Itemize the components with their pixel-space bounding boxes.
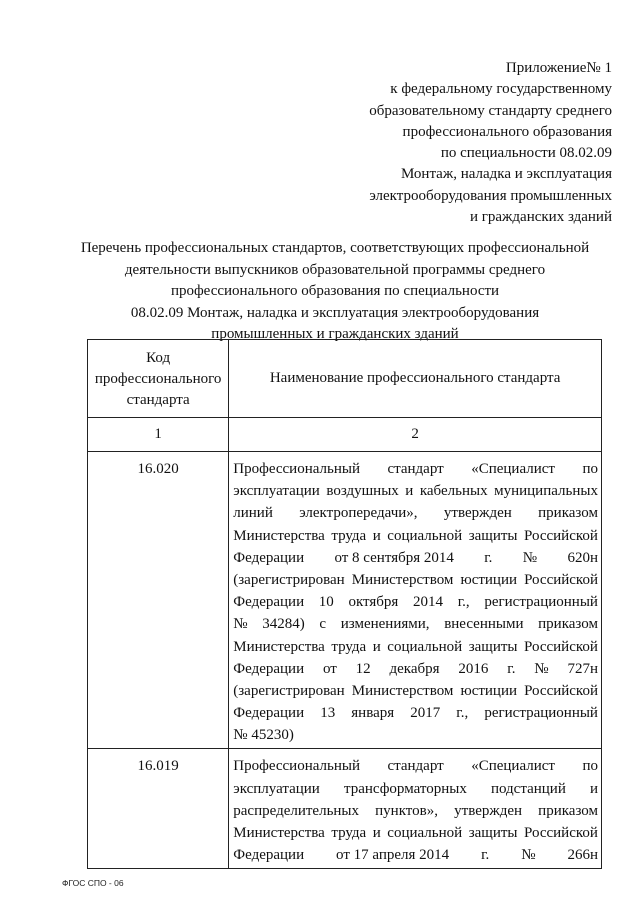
description-word: г.	[484, 549, 493, 566]
description-word: г.	[481, 847, 490, 864]
description-word: 13	[320, 705, 336, 722]
description-word: утвержден	[443, 505, 512, 522]
description-line	[233, 844, 598, 866]
table-row	[88, 452, 602, 749]
description-word: (зарегистрирован	[233, 571, 345, 588]
description-line	[233, 702, 598, 724]
description-word: защиты	[468, 638, 518, 655]
description-word: утвержден	[454, 802, 523, 819]
description-line	[233, 458, 598, 480]
appendix-line: Монтаж, наладка и эксплуатация	[400, 166, 612, 183]
standards-table	[87, 339, 602, 869]
table-row	[88, 749, 602, 869]
header-code-line: профессионального	[94, 371, 222, 387]
description-word: №	[233, 616, 248, 633]
header-code-cell	[88, 340, 229, 418]
description-word: Министерства	[233, 825, 325, 841]
description-word: социальной	[387, 825, 463, 841]
description-word: декабря	[389, 660, 440, 677]
description-word: воздушных	[326, 483, 399, 500]
title-line: деятельности выпускников образовательной программы среднего	[124, 261, 546, 278]
description-line	[233, 547, 598, 569]
description-word: 727н	[567, 660, 598, 677]
description-line	[233, 636, 598, 658]
description-word: 2014	[413, 594, 444, 611]
description-word: изменениями,	[340, 616, 430, 633]
description-word: приказом	[538, 616, 598, 633]
description-word: 2017	[410, 705, 441, 722]
description-word: Министерством	[351, 682, 454, 699]
appendix-line: профессионального образования	[402, 123, 612, 140]
description-word: «Специалист	[471, 461, 555, 477]
description-line	[233, 525, 598, 547]
description-word: Министерством	[351, 571, 454, 588]
description-word: приказом	[538, 505, 598, 522]
description-word: защиты	[468, 527, 518, 544]
description-word: 2016	[458, 660, 489, 677]
header-name-cell: Наименование профессионального стандарта	[229, 340, 602, 418]
description-word: Министерства	[233, 527, 325, 544]
appendix-line: к федеральному государственному	[390, 81, 612, 98]
document-title	[70, 238, 600, 346]
description-word: Федерации	[233, 705, 305, 722]
appendix-line: образовательному стандарту среднего	[369, 102, 612, 119]
header-code-line: стандарта	[126, 392, 190, 408]
description-word: 10	[318, 594, 334, 611]
description-word: Российской	[524, 527, 598, 544]
description-word: Профессиональный	[233, 758, 360, 775]
description-word: Федерации	[233, 549, 305, 566]
description-word: распределительных	[233, 802, 360, 819]
description-word: №	[534, 660, 549, 677]
description-word: приказом	[538, 802, 598, 819]
description-word: юстиции	[460, 682, 518, 699]
description-line	[233, 680, 598, 702]
description-word: № 45230)	[233, 727, 294, 744]
description-word: по	[582, 758, 598, 775]
description-word: стандарт	[387, 461, 444, 477]
description-line	[233, 755, 598, 777]
description-word: по	[582, 461, 598, 477]
description-word: октября	[348, 594, 399, 611]
description-word: Федерации	[233, 594, 305, 611]
description-word: труда	[331, 825, 367, 841]
appendix-line: Приложение№ 1	[505, 60, 612, 76]
description-line	[233, 724, 598, 746]
description-word: 12	[355, 660, 371, 677]
description-line	[233, 800, 598, 822]
description-word: социальной	[387, 527, 463, 544]
table-header-row	[88, 340, 602, 418]
description-word: и	[405, 483, 414, 500]
column-number: 2	[229, 418, 602, 452]
description-word: Профессиональный	[233, 461, 360, 477]
description-word: защиты	[468, 825, 518, 841]
description-line	[233, 591, 598, 613]
description-word: с	[319, 616, 327, 633]
description-word: г.,	[456, 705, 469, 722]
description-word: юстиции	[460, 571, 518, 588]
header-code-line: Код	[146, 350, 171, 366]
description-word: Федерации	[233, 847, 305, 864]
description-word: труда	[331, 527, 367, 544]
description-word: эксплуатации	[233, 780, 320, 797]
description-word: стандарт	[387, 758, 444, 775]
appendix-line: по специальности 08.02.09	[440, 145, 612, 162]
appendix-line: и гражданских зданий	[469, 209, 612, 226]
description-line	[233, 480, 598, 502]
description-word: от	[322, 660, 337, 677]
description-word: пунктов»,	[375, 802, 438, 819]
description-word: 34284)	[262, 616, 305, 633]
description-word: муниципальных	[494, 483, 598, 500]
description-word: 266н	[567, 847, 598, 864]
description-line	[233, 822, 598, 844]
appendix-line: электрооборудования промышленных	[369, 187, 612, 204]
description-word: г.	[507, 660, 516, 677]
description-line	[233, 778, 598, 800]
description-word: №	[521, 847, 536, 864]
description-word: и	[372, 638, 381, 655]
title-line: профессионального образования по специальности	[170, 283, 500, 299]
standard-code: 16.020	[88, 452, 229, 749]
column-number: 1	[88, 418, 229, 452]
description-word: от 17 апреля 2014	[336, 847, 450, 864]
standard-description	[229, 452, 602, 749]
standard-code: 16.019	[88, 749, 229, 869]
description-word: Министерства	[233, 638, 325, 655]
standard-description	[229, 749, 602, 869]
description-word: труда	[331, 638, 367, 655]
description-word: регистрационный	[484, 705, 598, 722]
footer-label: ФГОС СПО - 06	[62, 878, 124, 888]
description-word: Российской	[524, 825, 598, 841]
description-word: и	[372, 527, 381, 544]
description-word: «Специалист	[471, 758, 555, 775]
description-word: и	[589, 780, 598, 797]
description-word: Российской	[524, 682, 598, 699]
description-line	[233, 569, 598, 591]
title-line: промышленных и гражданских зданий	[211, 326, 459, 342]
description-word: внесенными	[444, 616, 524, 633]
description-line	[233, 502, 598, 524]
description-word: трансформаторных	[343, 780, 467, 797]
description-line	[233, 613, 598, 635]
column-number-row	[88, 418, 602, 452]
title-line: Перечень профессиональных стандартов, соответствующих профессиональной	[80, 240, 590, 256]
description-word: социальной	[387, 638, 463, 655]
description-word: подстанций	[490, 780, 566, 797]
title-line: 08.02.09 Монтаж, наладка и эксплуатация электрооборудования	[130, 304, 540, 321]
appendix-header	[312, 58, 612, 228]
description-word: (зарегистрирован	[233, 682, 345, 699]
description-word: Федерации	[233, 660, 305, 677]
description-line	[233, 658, 598, 680]
description-word: линий	[233, 505, 273, 522]
description-word: электропередачи»,	[299, 505, 418, 522]
description-word: кабельных	[419, 483, 488, 500]
description-word: эксплуатации	[233, 483, 320, 500]
description-word: г.,	[457, 594, 470, 611]
description-word: и	[372, 825, 381, 841]
description-word: Российской	[524, 571, 598, 588]
description-word: Российской	[524, 638, 598, 655]
description-word: №	[522, 549, 538, 566]
description-word: от 8 сентября 2014	[334, 549, 454, 566]
description-word: января	[351, 705, 395, 722]
description-word: регистрационный	[484, 594, 598, 611]
description-word: 620н	[567, 549, 598, 566]
